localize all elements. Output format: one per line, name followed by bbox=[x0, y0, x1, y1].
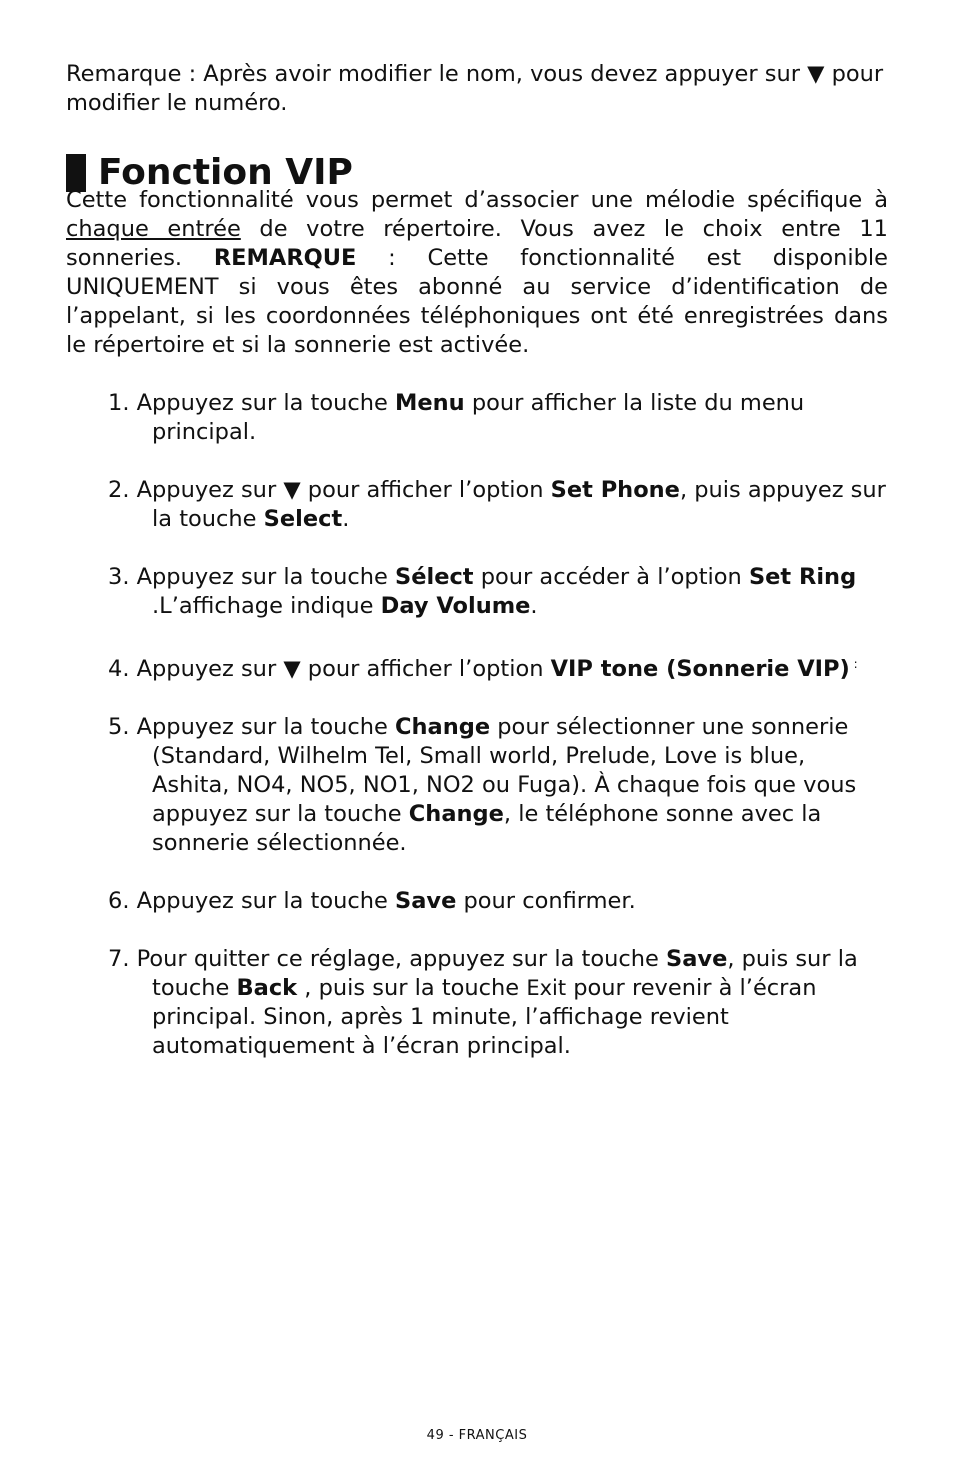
step-2 bbox=[66, 476, 888, 534]
step-number: 1. bbox=[108, 390, 130, 416]
section-intro bbox=[66, 186, 888, 360]
intro-text-2: de votre répertoire. Vous avez le choix entre 11 sonneries. bbox=[66, 216, 888, 271]
step-key: Sélect bbox=[395, 564, 474, 590]
step-key: Save bbox=[395, 888, 457, 914]
step-number: 5. bbox=[108, 714, 130, 740]
step-5 bbox=[66, 713, 888, 858]
step-7 bbox=[66, 945, 888, 1061]
step-number: 3. bbox=[108, 564, 130, 590]
step-key: Back bbox=[236, 975, 298, 1001]
intro-remarque: REMARQUE bbox=[213, 245, 357, 271]
step-text: Appuyez sur la touche bbox=[136, 714, 396, 740]
section-title: Fonction VIP bbox=[98, 152, 353, 193]
step-text: Appuyez sur la touche bbox=[136, 564, 396, 590]
step-text: . bbox=[530, 593, 538, 619]
step-text: Appuyez sur la touche bbox=[136, 390, 396, 416]
step-text: pour sélectionner une sonnerie (Standard, Wilhelm Tel, Small world, Prelude, Love is blue, Ashita, NO4, NO5, NO1, NO2 ou Fuga). À chaque fois que vous appuyez sur la touche bbox=[152, 714, 857, 827]
step-key: Select bbox=[263, 506, 343, 532]
step-number: 7. bbox=[108, 946, 130, 972]
step-3 bbox=[66, 563, 888, 621]
step-text: pour confirmer. bbox=[456, 888, 636, 914]
step-6 bbox=[66, 887, 888, 916]
step-text: , puis sur la touche bbox=[152, 946, 858, 1001]
step-key: Menu bbox=[395, 390, 465, 416]
step-key: VIP tone (Sonnerie VIP) bbox=[550, 656, 850, 682]
intro-text-1: Cette fonctionnalité vous permet d’associer une mélodie spécifique à bbox=[66, 187, 888, 213]
step-number: 4. bbox=[108, 656, 130, 682]
step-text: , puis sur la touche bbox=[297, 975, 527, 1001]
intro-text-3: : Cette fonctionnalité est disponible UNIQUEMENT si vous êtes abonné au service d’identification de l’appelant, si les coordonnées téléphoniques ont été enregistrées dans le répertoire et si la sonnerie est activée. bbox=[66, 245, 888, 358]
step-text: . bbox=[342, 506, 350, 532]
step-key: Save bbox=[666, 946, 728, 972]
step-text: pour afficher la liste du menu principal. bbox=[152, 390, 805, 445]
step-number: 2. bbox=[108, 477, 130, 503]
step-text: , puis appuyez sur la touche bbox=[152, 477, 886, 532]
step-key: Change bbox=[395, 714, 491, 740]
manual-page bbox=[66, 60, 888, 1090]
page-footer: 49 - FRANÇAIS bbox=[426, 1428, 528, 1443]
step-number: 6. bbox=[108, 888, 130, 914]
steps-list bbox=[66, 389, 888, 1061]
step-text: : bbox=[849, 657, 858, 671]
step-text: , le téléphone sonne avec la sonnerie sélectionnée. bbox=[152, 801, 822, 856]
note-text: Remarque : Après avoir modifier le nom, vous devez appuyer sur ▼ pour modifier le numéro. bbox=[66, 61, 884, 116]
step-text: .L’affichage indique bbox=[152, 593, 381, 619]
step-text: Pour quitter ce réglage, appuyez sur la touche bbox=[136, 946, 667, 972]
step-key: Set Ring bbox=[748, 564, 857, 590]
step-1 bbox=[66, 389, 888, 447]
step-text: Appuyez sur la touche bbox=[136, 888, 396, 914]
step-text: Appuyez sur ▼ pour afficher l’option bbox=[136, 656, 551, 682]
step-4 bbox=[66, 650, 888, 684]
step-key: Day Volume bbox=[380, 593, 531, 619]
step-key: Change bbox=[408, 801, 504, 827]
intro-underlined: chaque entrée bbox=[66, 216, 241, 242]
step-key-exit: Exit bbox=[526, 976, 567, 1000]
step-text: pour accéder à l’option bbox=[473, 564, 749, 590]
edit-number-note bbox=[66, 60, 888, 118]
step-key: Set Phone bbox=[550, 477, 680, 503]
step-text: pour revenir à l’écran principal. Sinon, après 1 minute, l’affichage revient automatiquement à l’écran principal. bbox=[152, 975, 817, 1059]
step-text: Appuyez sur ▼ pour afficher l’option bbox=[136, 477, 551, 503]
